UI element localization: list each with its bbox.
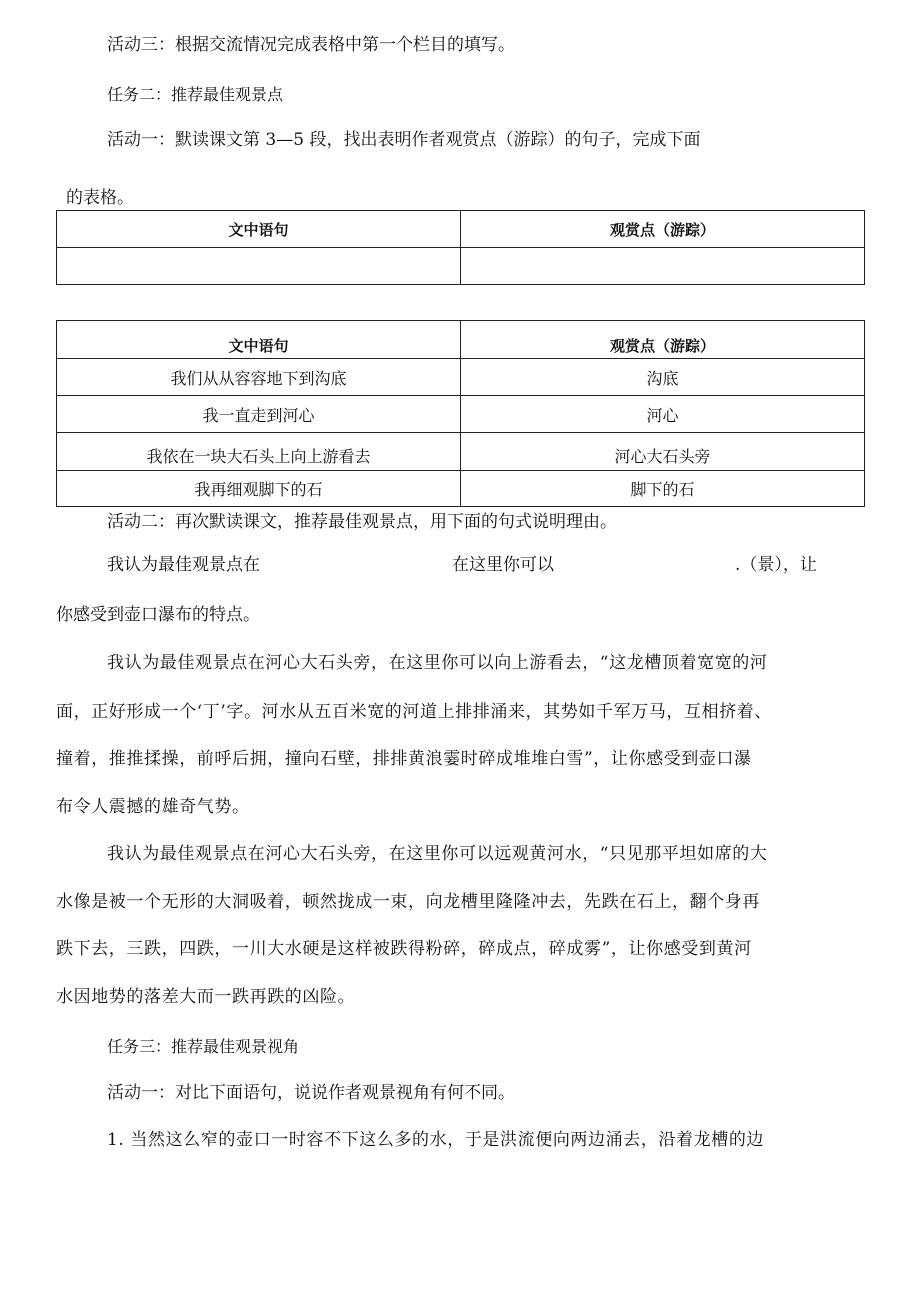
activity3-line: 活动三：根据交流情况完成表格中第一个栏目的填写。	[107, 35, 515, 55]
answer2-line2: 水像是被一个无形的大洞吸着，顿然拢成一束，向龙槽里隆隆冲去，先跌在石上，翻个身再	[56, 892, 760, 912]
filled-table	[56, 320, 865, 507]
filled-table-header-spot: 观赏点（游踪）	[461, 321, 865, 359]
task3-item1: 1. 当然这么窄的壶口一时容不下这么多的水，于是洪流便向两边涌去，沿着龙槽的边	[107, 1130, 765, 1150]
table-row	[57, 433, 865, 471]
answer1-line2: 面，正好形成一个‘丁’字。河水从五百米宽的河道上排排涌来，其势如千军万马，互相挤着、	[56, 702, 773, 722]
task2-heading: 任务二：推荐最佳观景点	[107, 85, 284, 104]
answer2-line3: 跌下去，三跌，四跌，一川大水硬是这样被跌得粉碎，碎成点，碎成雾”，让你感受到黄河	[56, 939, 752, 959]
template-part-1: 我认为最佳观景点在	[107, 555, 260, 575]
answer1-line1: 我认为最佳观景点在河心大石头旁，在这里你可以向上游看去，“这龙槽顶着宽宽的河	[107, 653, 768, 673]
blank-table-cell	[57, 248, 461, 285]
blank-table-cell	[461, 248, 865, 285]
table-row	[57, 359, 865, 396]
fill-template-line2: 你感受到壶口瀑布的特点。	[56, 605, 260, 625]
answer2-line1: 我认为最佳观景点在河心大石头旁，在这里你可以远观黄河水，“只见那平坦如席的大	[107, 844, 768, 864]
row-sentence: 我们从从容容地下到沟底	[57, 359, 461, 396]
filled-table-header-sentence: 文中语句	[57, 321, 461, 359]
answer1-line3: 撞着，推推揉操，前呼后拥，撞向石壁，排排黄浪霎时碎成堆堆白雪”，让你感受到壶口瀑	[56, 749, 752, 769]
table-row	[57, 471, 865, 507]
row-spot: 河心	[461, 396, 865, 433]
task3-activity1: 活动一：对比下面语句，说说作者观景视角有何不同。	[107, 1083, 515, 1103]
activity1-line-2: 的表格。	[66, 188, 134, 208]
answer1-line4: 布令人震撼的雄奇气势。	[56, 797, 250, 817]
row-spot: 沟底	[461, 359, 865, 396]
fill-template-line1	[107, 553, 852, 577]
answer2-line4: 水因地势的落差大而一跌再跌的凶险。	[56, 987, 356, 1007]
row-sentence: 我再细观脚下的石	[57, 471, 461, 507]
row-spot: 脚下的石	[461, 471, 865, 507]
blank-table-header-spot: 观赏点（游踪）	[461, 211, 865, 248]
template-part-3: .（景），让	[735, 555, 817, 575]
blank-table-header-sentence: 文中语句	[57, 211, 461, 248]
table-row	[57, 396, 865, 433]
activity2-intro: 活动二：再次默读课文，推荐最佳观景点，用下面的句式说明理由。	[107, 512, 617, 532]
row-sentence: 我一直走到河心	[57, 396, 461, 433]
blank-table	[56, 210, 865, 285]
task3-heading: 任务三：推荐最佳观景视角	[107, 1037, 300, 1056]
row-spot: 河心大石头旁	[461, 433, 865, 471]
template-part-2: 在这里你可以	[452, 555, 554, 575]
activity1-line-1: 活动一：默读课文第 3—5 段，找出表明作者观赏点（游踪）的句子，完成下面	[107, 130, 701, 150]
row-sentence: 我依在一块大石头上向上游看去	[57, 433, 461, 471]
